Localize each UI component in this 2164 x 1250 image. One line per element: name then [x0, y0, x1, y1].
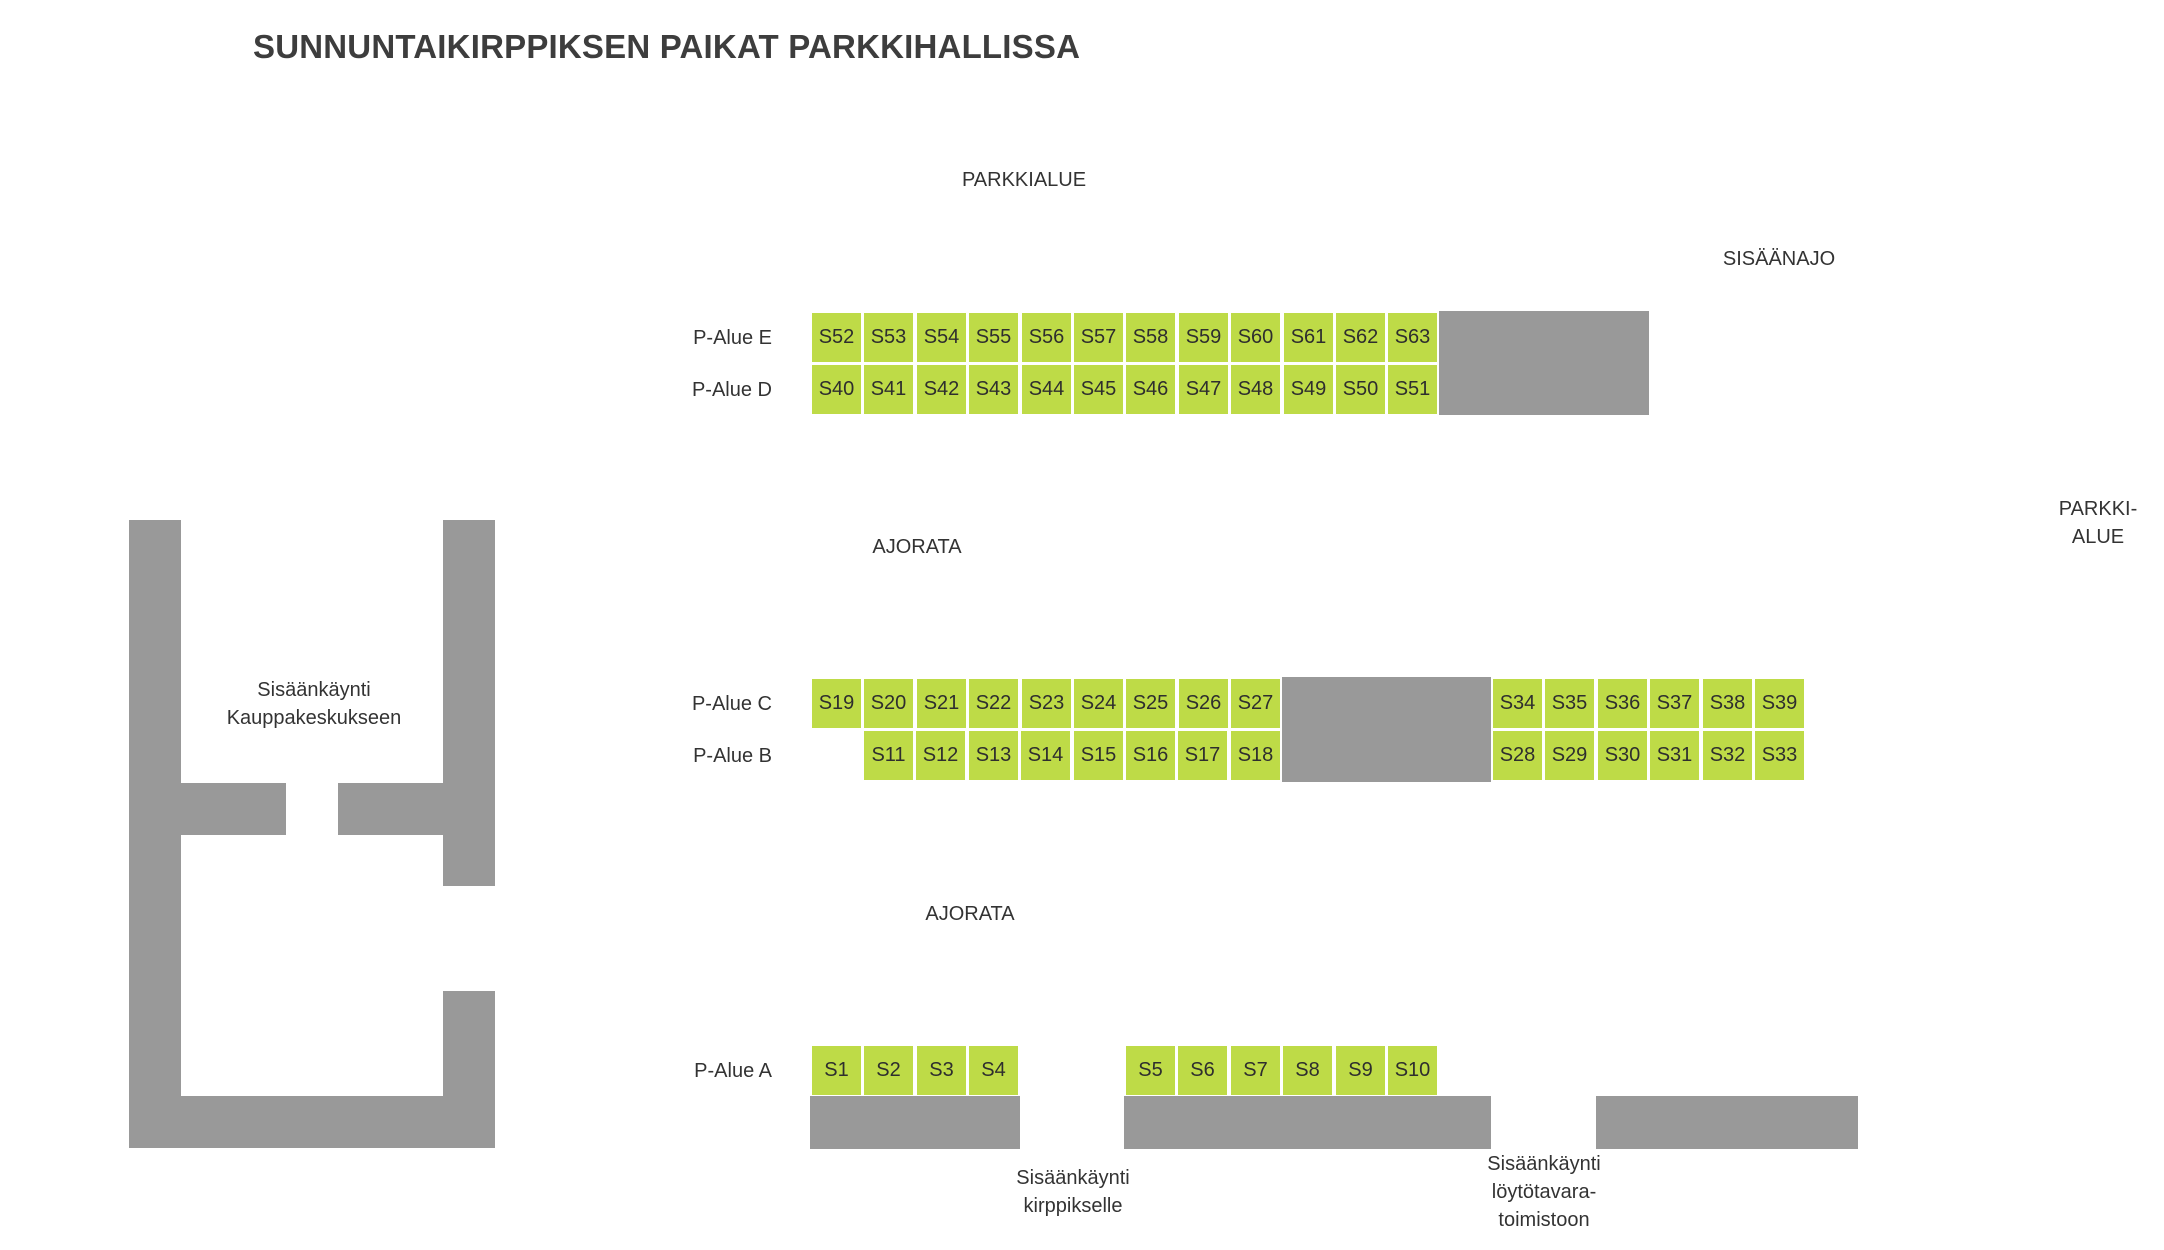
entrance-lost-line3: toimistoon — [1498, 1209, 1590, 1231]
stall-s9: S9 — [1335, 1045, 1386, 1096]
wall-a-2 — [1124, 1096, 1491, 1149]
entrance-mall-line1: Sisäänkäynti — [257, 679, 371, 701]
stall-s58: S58 — [1125, 312, 1176, 363]
entrance-lost-line1: Sisäänkäynti — [1487, 1153, 1601, 1175]
stall-s19: S19 — [811, 678, 862, 729]
parkkialue-right-line2: ALUE — [2071, 526, 2125, 548]
stall-s22: S22 — [968, 678, 1019, 729]
ajorata-upper-label: AJORATA — [872, 536, 962, 558]
stall-s39: S39 — [1754, 678, 1805, 729]
entrance-flea-line1: Sisäänkäynti — [1016, 1167, 1130, 1189]
building-inner-wall-right — [338, 783, 443, 835]
stall-s61: S61 — [1283, 312, 1334, 363]
stall-s40: S40 — [811, 364, 862, 415]
wall-a-1 — [810, 1096, 1020, 1149]
stall-s13: S13 — [968, 730, 1019, 781]
stall-s14: S14 — [1020, 730, 1071, 781]
structure-ed — [1439, 311, 1649, 415]
entrance-mall-line2: Kauppakeskukseen — [226, 707, 402, 729]
stall-s7: S7 — [1230, 1045, 1281, 1096]
stall-s21: S21 — [916, 678, 967, 729]
stall-s55: S55 — [968, 312, 1019, 363]
stall-s5: S5 — [1125, 1045, 1176, 1096]
entrance-mall-label — [227, 676, 402, 732]
stall-s4: S4 — [968, 1045, 1019, 1096]
stall-s2: S2 — [863, 1045, 914, 1096]
entrance-lost-line2: löytötavara- — [1491, 1181, 1597, 1203]
stall-s30: S30 — [1597, 730, 1648, 781]
stall-s60: S60 — [1230, 312, 1281, 363]
stall-s49: S49 — [1283, 364, 1334, 415]
row-label-c: P-Alue C — [691, 693, 772, 715]
sisaanajo-label: SISÄÄNAJO — [1722, 248, 1836, 270]
stall-s26: S26 — [1178, 678, 1229, 729]
stall-s47: S47 — [1178, 364, 1229, 415]
stall-s31: S31 — [1649, 730, 1700, 781]
stall-s45: S45 — [1073, 364, 1124, 415]
stall-s53: S53 — [863, 312, 914, 363]
stall-s16: S16 — [1125, 730, 1176, 781]
parkkialue-right-label — [2059, 495, 2138, 551]
stall-s12: S12 — [915, 730, 966, 781]
page-title: SUNNUNTAIKIRPPIKSEN PAIKAT PARKKIHALLISSA — [253, 28, 1081, 65]
entrance-flea-label — [1016, 1164, 1129, 1220]
building-inner-wall-left — [181, 783, 286, 835]
stall-s38: S38 — [1702, 678, 1753, 729]
stall-s8: S8 — [1282, 1045, 1333, 1096]
stall-s1: S1 — [811, 1045, 862, 1096]
entrance-flea-line2: kirppikselle — [1023, 1195, 1123, 1217]
stall-s28: S28 — [1492, 730, 1543, 781]
row-label-e: P-Alue E — [693, 327, 772, 349]
stall-s46: S46 — [1125, 364, 1176, 415]
stall-s50: S50 — [1335, 364, 1386, 415]
stall-s35: S35 — [1544, 678, 1595, 729]
stall-s24: S24 — [1073, 678, 1124, 729]
stall-s23: S23 — [1021, 678, 1072, 729]
stall-s32: S32 — [1702, 730, 1753, 781]
building-right-wall-lower — [443, 991, 495, 1148]
wall-a-3 — [1596, 1096, 1858, 1149]
building-bottom-wall — [129, 1096, 495, 1148]
stall-s48: S48 — [1230, 364, 1281, 415]
stall-s62: S62 — [1335, 312, 1386, 363]
building-right-wall-upper — [443, 520, 495, 886]
row-label-d: P-Alue D — [691, 379, 772, 401]
stall-s56: S56 — [1021, 312, 1072, 363]
stall-s36: S36 — [1597, 678, 1648, 729]
stall-s29: S29 — [1544, 730, 1595, 781]
stall-s57: S57 — [1073, 312, 1124, 363]
stall-s15: S15 — [1073, 730, 1124, 781]
parkkialue-right-line1: PARKKI- — [2058, 498, 2138, 520]
stall-s51: S51 — [1387, 364, 1438, 415]
structure-cb — [1282, 677, 1491, 782]
stall-s20: S20 — [863, 678, 914, 729]
row-label-a: P-Alue A — [694, 1060, 772, 1082]
stall-s59: S59 — [1178, 312, 1229, 363]
stall-s27: S27 — [1230, 678, 1281, 729]
parkkialue-top-label: PARKKIALUE — [961, 169, 1087, 191]
stall-s54: S54 — [916, 312, 967, 363]
row-label-b: P-Alue B — [693, 745, 772, 767]
building-left-wall — [129, 520, 181, 1148]
stall-s41: S41 — [863, 364, 914, 415]
stall-s3: S3 — [916, 1045, 967, 1096]
entrance-lost-label — [1487, 1150, 1600, 1234]
stall-s52: S52 — [811, 312, 862, 363]
stall-s10: S10 — [1387, 1045, 1438, 1096]
ajorata-lower-label: AJORATA — [925, 903, 1015, 925]
stall-s25: S25 — [1125, 678, 1176, 729]
stall-s34: S34 — [1492, 678, 1543, 729]
stall-s37: S37 — [1649, 678, 1700, 729]
stall-s11: S11 — [863, 730, 914, 781]
stall-s17: S17 — [1177, 730, 1228, 781]
stall-s33: S33 — [1754, 730, 1805, 781]
stall-s44: S44 — [1021, 364, 1072, 415]
stall-s43: S43 — [968, 364, 1019, 415]
stall-s63: S63 — [1387, 312, 1438, 363]
stall-s18: S18 — [1230, 730, 1281, 781]
stall-s6: S6 — [1177, 1045, 1228, 1096]
stall-s42: S42 — [916, 364, 967, 415]
